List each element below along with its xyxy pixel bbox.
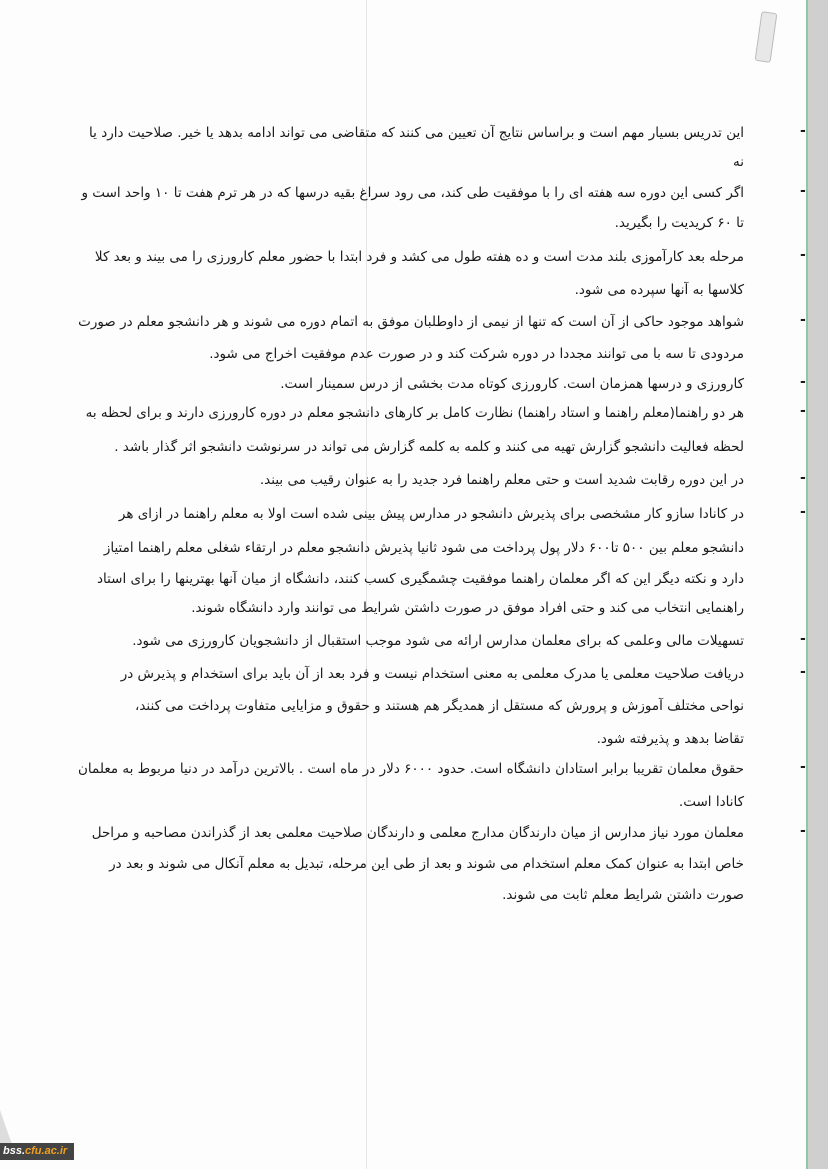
bullet-dash: - (800, 403, 806, 419)
paragraph-line: معلمان مورد نیاز مدارس از میان دارندگان مدارج معلمی و دارندگان صلاحیت معلمی بعد از گذراندن مصاحبه و مراحل (91, 825, 744, 841)
bullet-dash: - (800, 759, 806, 775)
paragraph-line: لحظه فعالیت دانشجو گزارش تهیه می کنند و کلمه به کلمه گزارش می تواند در سرنوشت دانشجو اثر گذار باشد . (114, 439, 744, 455)
paragraph-line: حقوق معلمان تقریبا برابر استادان دانشگاه است. حدود ۶۰۰۰ دلار در ماه است . بالاترین درآمد در دنیا مربوط به معلمان (78, 761, 744, 777)
bullet-dash: - (800, 664, 806, 680)
paragraph-line: نه (733, 154, 744, 170)
bullet-dash: - (800, 374, 806, 390)
paragraph-line: در این دوره رقابت شدید است و حتی معلم راهنما فرد جدید را به عنوان رقیب می بیند. (259, 472, 744, 488)
paragraph-line: کلاسها به آنها سپرده می شود. (574, 282, 744, 298)
paragraph-line: دریافت صلاحیت معلمی یا مدرک معلمی به معنی استخدام نیست و فرد بعد از آن باید برای استخدام و پذیرش در (120, 666, 744, 682)
paragraph-line: تسهیلات مالی وعلمی که برای معلمان مدارس ارائه می شود موجب استقبال از دانشجویان کارورزی می شود. (132, 633, 744, 649)
paragraph-line: در کانادا سازو کار مشخصی برای پذیرش دانشجو در مدارس پیش بینی شده است اولا به معلم راهنما در ازای هر (118, 506, 744, 522)
paragraph-line: کارورزی و درسها همزمان است. کارورزی کوتاه مدت بخشی از درس سمینار است. (280, 376, 744, 392)
watermark-domain: cfu.ac.ir (25, 1145, 68, 1157)
paper-clip-mark (755, 11, 778, 63)
paragraph-line: دانشجو معلم بین ۵۰۰ تا۶۰۰ دلار پول پرداخت می شود ثانیا پذیرش دانشجو معلم در ارتقاء شغلی معلم راهنما امتیاز (103, 540, 744, 556)
paragraph-line: صورت داشتن شرایط معلم ثابت می شوند. (502, 887, 744, 903)
bullet-dash: - (800, 247, 806, 263)
bullet-dash: - (800, 504, 806, 520)
paragraph-line: خاص ابتدا به عنوان کمک معلم استخدام می شوند و بعد از طی این مرحله، تبدیل به معلم آنکال می شوند و بعد در (109, 856, 744, 872)
bullet-dash: - (800, 631, 806, 647)
watermark-prefix: bss. (3, 1145, 26, 1157)
paragraph-line: نواحی مختلف آموزش و پرورش که مستقل از همدیگر هم هستند و حقوق و مزایایی متفاوت پرداخت می کنند، (134, 698, 744, 714)
paragraph-line: تقاضا بدهد و پذیرفته شود. (596, 731, 744, 747)
bullet-dash: - (800, 183, 806, 199)
watermark-logo (0, 1143, 74, 1160)
paragraph-line: راهنمایی انتخاب می کند و حتی افراد موفق در صورت داشتن شرایط می توانند وارد دانشگاه شوند. (191, 600, 744, 616)
paragraph-line: تا ۶۰ کریدیت را بگیرید. (614, 215, 744, 231)
paragraph-line: کانادا است. (678, 794, 744, 810)
scan-page-edge (806, 0, 828, 1169)
paragraph-line: شواهد موجود حاکی از آن است که تنها از نیمی از داوطلبان موفق به اتمام دوره می شوند و هر دانشجو معلم در صورت (78, 314, 744, 330)
bullet-dash: - (800, 123, 806, 139)
bullet-dash: - (800, 312, 806, 328)
paragraph-line: اگر کسی این دوره سه هفته ای را با موفقیت طی کند، می رود سراغ بقیه درسها که در هر ترم هفت تا ۱۰ واحد است و (81, 185, 744, 201)
paragraph-line: مردودی تا سه با می توانند مجددا در دوره شرکت کند و در صورت عدم موفقیت اخراج می شود. (209, 346, 744, 362)
bullet-dash: - (800, 470, 806, 486)
paragraph-line: این تدریس بسیار مهم است و براساس نتایج آن تعیین می کنند که متقاضی می تواند ادامه بدهد یا خیر. صلاحیت دارد یا (89, 125, 744, 141)
bullet-dash: - (800, 823, 806, 839)
paragraph-line: مرحله بعد کارآموزی بلند مدت است و ده هفته طول می کشد و فرد ابتدا با حضور معلم کارورزی را می بیند و بعد کلا (94, 249, 744, 265)
paragraph-line: دارد و نکته دیگر این که اگر معلمان راهنما موفقیت چشمگیری کسب کنند، دانشگاه از میان آنها بهترینها را برای استاد (96, 571, 744, 587)
paragraph-line: هر دو راهنما(معلم راهنما و استاد راهنما) نظارت کامل بر کارهای دانشجو معلم در دوره کارورزی دارند و برای لحظه به (85, 405, 744, 421)
